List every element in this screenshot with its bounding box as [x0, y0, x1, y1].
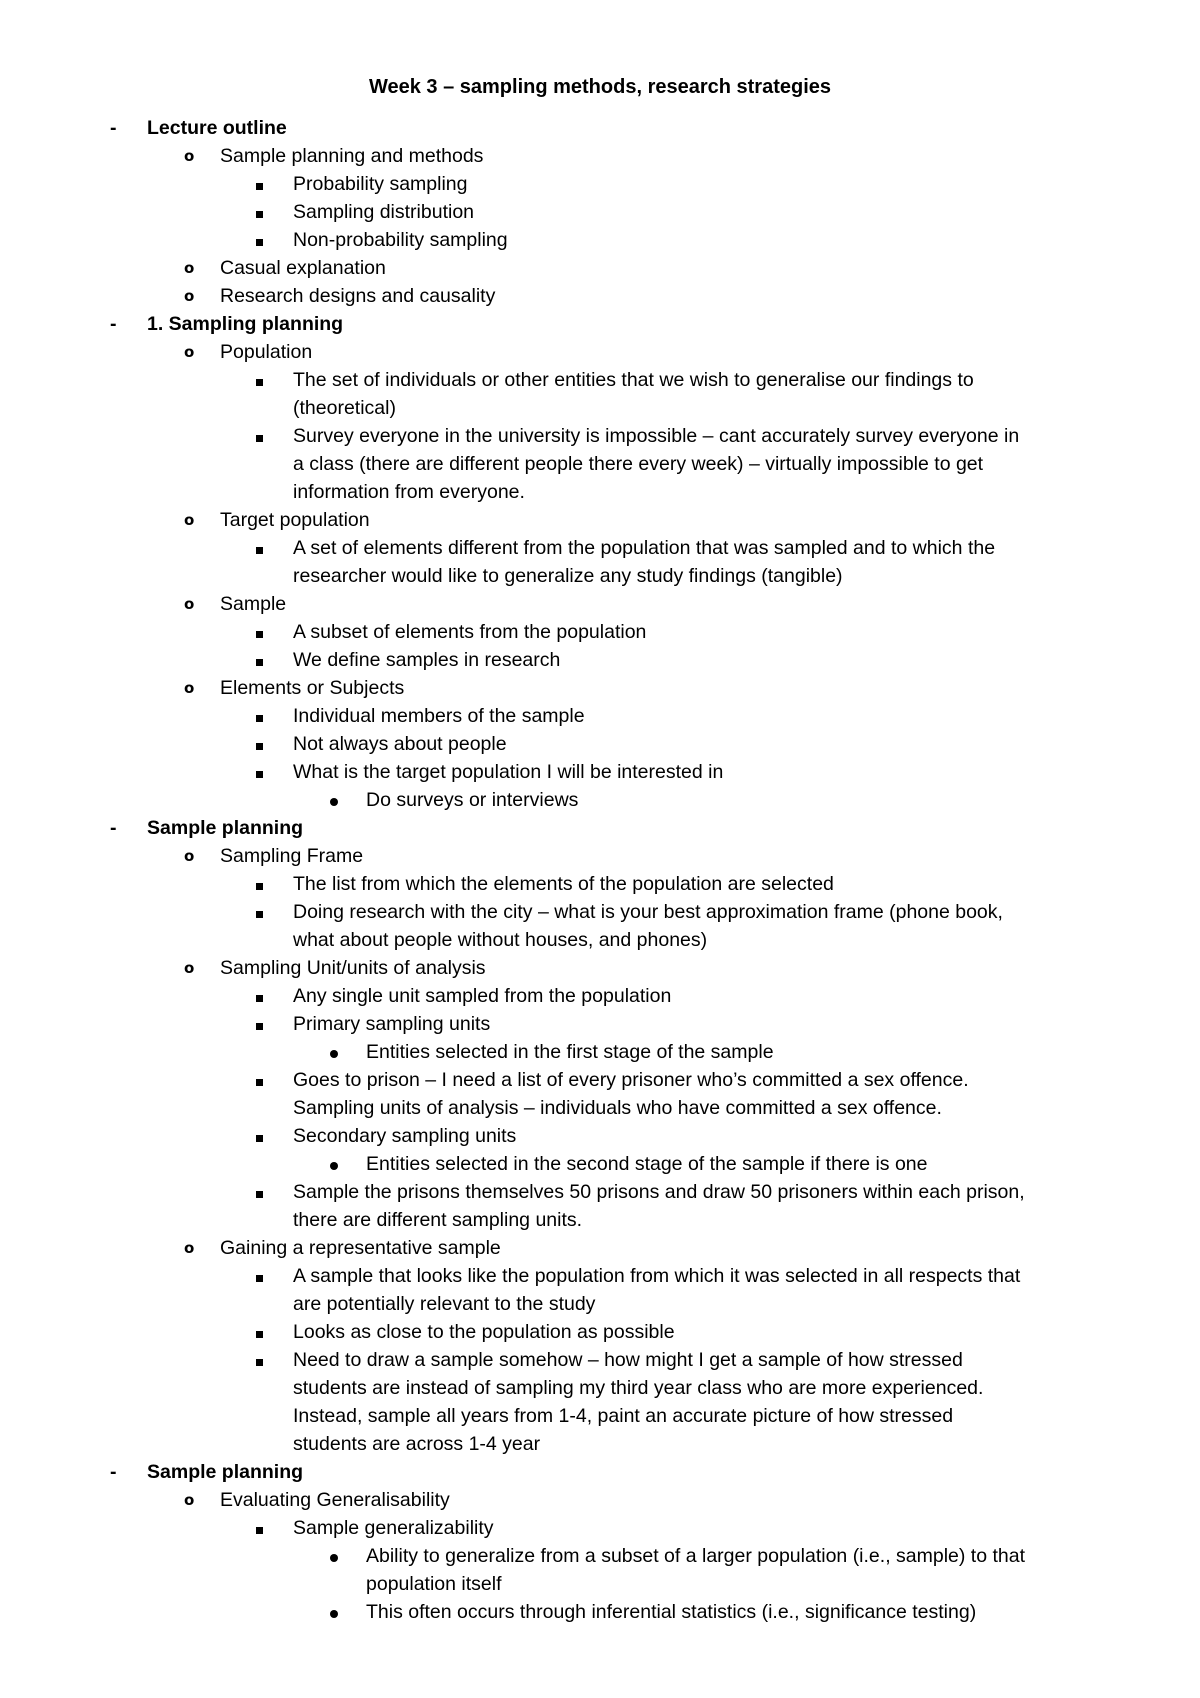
- circle-bullet-marker: o: [184, 147, 195, 165]
- outline-line: [0, 758, 1200, 786]
- outline-line: [0, 1542, 1200, 1570]
- outline-line: [0, 1374, 1200, 1402]
- outline-line: [0, 898, 1200, 926]
- circle-bullet-marker: o: [184, 595, 195, 613]
- document-body: [0, 114, 1200, 1626]
- outline-text: students are across 1-4 year: [293, 1433, 541, 1455]
- outline-text: The list from which the elements of the population are selected: [293, 873, 834, 895]
- outline-text: Looks as close to the population as possible: [293, 1321, 675, 1343]
- outline-text: Entities selected in the second stage of the sample if there is one: [366, 1153, 928, 1175]
- square-bullet-icon: [256, 1514, 263, 1542]
- outline-text: students are instead of sampling my third year class who are more experienced.: [293, 1377, 984, 1399]
- outline-text: a class (there are different people there every week) – virtually impossible to get: [293, 453, 984, 475]
- square-bullet-icon: [256, 1318, 263, 1346]
- square-bullet-icon: [256, 1122, 263, 1150]
- outline-line: [0, 142, 1200, 170]
- outline-line: [0, 478, 1200, 506]
- outline-line: [0, 1178, 1200, 1206]
- square-bullet-icon: [256, 1346, 263, 1374]
- outline-line: [0, 926, 1200, 954]
- outline-text: Survey everyone in the university is impossible – cant accurately survey everyone in: [293, 425, 1020, 447]
- square-bullet-icon: [256, 422, 263, 450]
- outline-text: Ability to generalize from a subset of a larger population (i.e., sample) to that: [366, 1545, 1026, 1567]
- outline-text: Sampling units of analysis – individuals who have committed a sex offence.: [293, 1097, 942, 1119]
- outline-line: [0, 1038, 1200, 1066]
- square-bullet-icon: [256, 366, 263, 394]
- square-bullet-icon: [256, 618, 263, 646]
- outline-line: [0, 1262, 1200, 1290]
- outline-line: [0, 1318, 1200, 1346]
- outline-line: [0, 422, 1200, 450]
- square-bullet-icon: [256, 198, 263, 226]
- outline-text: Sampling Frame: [220, 845, 364, 867]
- outline-line: [0, 646, 1200, 674]
- square-bullet-icon: [256, 870, 263, 898]
- outline-line: [0, 1402, 1200, 1430]
- outline-text: Target population: [220, 509, 370, 531]
- outline-text: What is the target population I will be interested in: [293, 761, 724, 783]
- circle-bullet-marker: o: [184, 259, 195, 277]
- outline-line: [0, 450, 1200, 478]
- outline-line: [0, 982, 1200, 1010]
- outline-line: [0, 506, 1200, 534]
- square-bullet-icon: [256, 1010, 263, 1038]
- outline-line: [0, 618, 1200, 646]
- outline-text: Sample planning and methods: [220, 145, 484, 167]
- outline-text: there are different sampling units.: [293, 1209, 583, 1231]
- outline-line: [0, 1206, 1200, 1234]
- outline-text: Sample generalizability: [293, 1517, 494, 1539]
- round-bullet-icon: [330, 1542, 338, 1570]
- round-bullet-icon: [330, 1150, 338, 1178]
- outline-line: [0, 674, 1200, 702]
- outline-text: population itself: [366, 1573, 502, 1595]
- outline-line: [0, 1486, 1200, 1514]
- outline-text: Sampling distribution: [293, 201, 475, 223]
- square-bullet-icon: [256, 898, 263, 926]
- round-bullet-icon: [330, 1598, 338, 1626]
- outline-line: [0, 954, 1200, 982]
- circle-bullet-marker: o: [184, 343, 195, 361]
- outline-text: information from everyone.: [293, 481, 525, 503]
- outline-text: The set of individuals or other entities that we wish to generalise our findings to: [293, 369, 974, 391]
- outline-text: Evaluating Generalisability: [220, 1489, 450, 1511]
- outline-line: [0, 394, 1200, 422]
- circle-bullet-marker: o: [184, 287, 195, 305]
- dash-bullet-marker: -: [110, 117, 117, 139]
- round-bullet-icon: [330, 786, 338, 814]
- outline-line: [0, 814, 1200, 842]
- square-bullet-icon: [256, 1262, 263, 1290]
- outline-line: [0, 1290, 1200, 1318]
- outline-text: We define samples in research: [293, 649, 561, 671]
- outline-line: [0, 198, 1200, 226]
- outline-line: [0, 534, 1200, 562]
- outline-text: Not always about people: [293, 733, 507, 755]
- outline-line: [0, 702, 1200, 730]
- outline-line: [0, 254, 1200, 282]
- square-bullet-icon: [256, 170, 263, 198]
- outline-line: [0, 170, 1200, 198]
- outline-line: [0, 1598, 1200, 1626]
- outline-text: A subset of elements from the population: [293, 621, 647, 643]
- section-heading: Lecture outline: [147, 117, 287, 139]
- outline-text: Do surveys or interviews: [366, 789, 579, 811]
- square-bullet-icon: [256, 982, 263, 1010]
- outline-line: [0, 1346, 1200, 1374]
- outline-text: Casual explanation: [220, 257, 386, 279]
- circle-bullet-marker: o: [184, 679, 195, 697]
- outline-line: [0, 590, 1200, 618]
- outline-text: Primary sampling units: [293, 1013, 491, 1035]
- outline-line: [0, 1094, 1200, 1122]
- outline-line: [0, 1570, 1200, 1598]
- outline-text: are potentially relevant to the study: [293, 1293, 596, 1315]
- outline-text: Goes to prison – I need a list of every prisoner who’s committed a sex offence.: [293, 1069, 969, 1091]
- outline-text: Sampling Unit/units of analysis: [220, 957, 486, 979]
- circle-bullet-marker: o: [184, 511, 195, 529]
- dash-bullet-marker: -: [110, 817, 117, 839]
- outline-text: A set of elements different from the population that was sampled and to which the: [293, 537, 996, 559]
- outline-line: [0, 842, 1200, 870]
- circle-bullet-marker: o: [184, 1491, 195, 1509]
- outline-text: Doing research with the city – what is your best approximation frame (phone book,: [293, 901, 1003, 923]
- outline-line: [0, 114, 1200, 142]
- dash-bullet-marker: -: [110, 1461, 117, 1483]
- outline-text: A sample that looks like the population from which it was selected in all respects that: [293, 1265, 1021, 1287]
- outline-text: Probability sampling: [293, 173, 468, 195]
- outline-line: [0, 1234, 1200, 1262]
- outline-text: Sample the prisons themselves 50 prisons and draw 50 prisoners within each prison,: [293, 1181, 1025, 1203]
- square-bullet-icon: [256, 730, 263, 758]
- outline-text: Secondary sampling units: [293, 1125, 517, 1147]
- outline-text: Non-probability sampling: [293, 229, 508, 251]
- outline-line: [0, 1010, 1200, 1038]
- outline-text: researcher would like to generalize any study findings (tangible): [293, 565, 843, 587]
- outline-line: [0, 282, 1200, 310]
- square-bullet-icon: [256, 1178, 263, 1206]
- outline-line: [0, 786, 1200, 814]
- section-heading: 1. Sampling planning: [147, 313, 344, 335]
- outline-line: [0, 1150, 1200, 1178]
- outline-line: [0, 1066, 1200, 1094]
- outline-text: Entities selected in the first stage of the sample: [366, 1041, 774, 1063]
- square-bullet-icon: [256, 758, 263, 786]
- outline-line: [0, 730, 1200, 758]
- outline-text: This often occurs through inferential statistics (i.e., significance testing): [366, 1601, 977, 1623]
- square-bullet-icon: [256, 646, 263, 674]
- outline-text: Sample: [220, 593, 287, 615]
- outline-text: Research designs and causality: [220, 285, 496, 307]
- outline-line: [0, 1458, 1200, 1486]
- page-title: Week 3 – sampling methods, research strategies: [368, 76, 832, 98]
- square-bullet-icon: [256, 534, 263, 562]
- outline-text: Need to draw a sample somehow – how might I get a sample of how stressed: [293, 1349, 963, 1371]
- outline-line: [0, 1122, 1200, 1150]
- outline-text: (theoretical): [293, 397, 396, 419]
- outline-text: Any single unit sampled from the population: [293, 985, 672, 1007]
- outline-line: [0, 310, 1200, 338]
- outline-line: [0, 366, 1200, 394]
- circle-bullet-marker: o: [184, 959, 195, 977]
- square-bullet-icon: [256, 702, 263, 730]
- outline-text: Gaining a representative sample: [220, 1237, 501, 1259]
- outline-line: [0, 338, 1200, 366]
- outline-text: Elements or Subjects: [220, 677, 405, 699]
- outline-text: Individual members of the sample: [293, 705, 585, 727]
- section-heading: Sample planning: [147, 1461, 304, 1483]
- dash-bullet-marker: -: [110, 313, 117, 335]
- outline-line: [0, 1514, 1200, 1542]
- outline-line: [0, 562, 1200, 590]
- section-heading: Sample planning: [147, 817, 304, 839]
- outline-line: [0, 226, 1200, 254]
- outline-text: Population: [220, 341, 313, 363]
- circle-bullet-marker: o: [184, 1239, 195, 1257]
- outline-text: Instead, sample all years from 1-4, paint an accurate picture of how stressed: [293, 1405, 954, 1427]
- outline-line: [0, 1430, 1200, 1458]
- round-bullet-icon: [330, 1038, 338, 1066]
- outline-text: what about people without houses, and phones): [293, 929, 708, 951]
- circle-bullet-marker: o: [184, 847, 195, 865]
- square-bullet-icon: [256, 226, 263, 254]
- square-bullet-icon: [256, 1066, 263, 1094]
- outline-line: [0, 870, 1200, 898]
